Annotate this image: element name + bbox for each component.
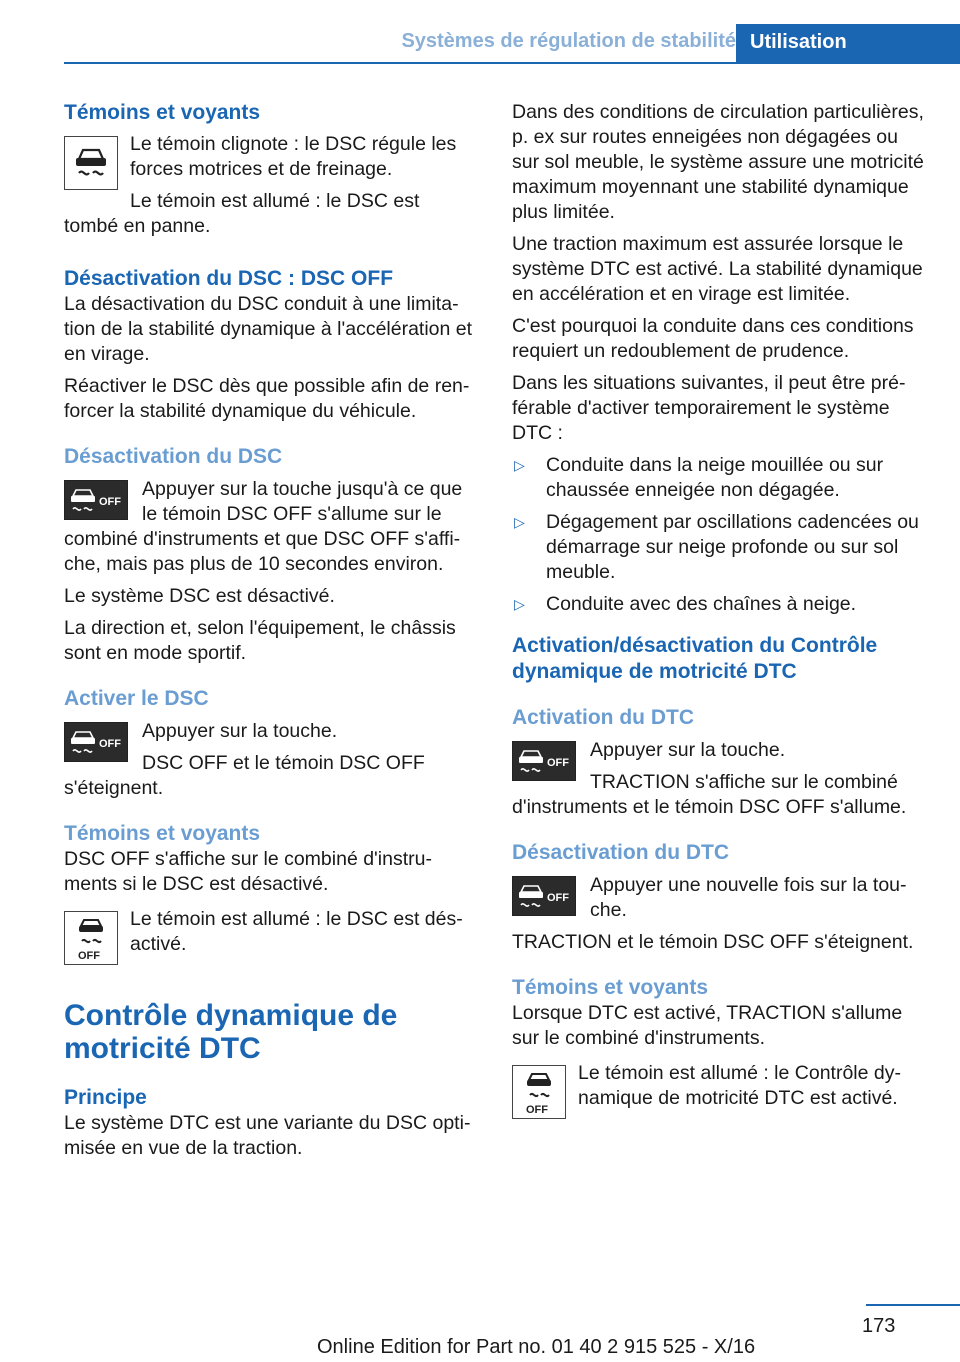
page-number: 173 xyxy=(862,1315,896,1337)
footer-rule xyxy=(866,1304,960,1306)
heading: Activation du DTC xyxy=(512,706,694,729)
paragraph: Appuyer une nouvelle fois sur la touche. xyxy=(590,874,907,921)
heading: Désactivation du DTC xyxy=(512,841,730,864)
right-column xyxy=(512,100,930,1143)
paragraph: DSC OFF et le témoin DSC OFF s'éteignent. xyxy=(64,752,425,799)
paragraph: TRACTION et le témoin DSC OFF s'éteignent. xyxy=(512,931,914,953)
dsc-warning-icon xyxy=(64,136,118,190)
paragraph: Appuyer sur la touche. xyxy=(142,720,338,742)
section-title: Systèmes de régulation de stabilité xyxy=(401,30,736,52)
svg-text:OFF: OFF xyxy=(526,1104,548,1116)
list-item: ▷ Conduite dans la neige mouillée ou sur chaussée enneigée non dégagée. xyxy=(514,454,884,501)
section-deactivate-dsc xyxy=(64,444,478,666)
list-item: ▷ Dégagement par oscillations cadencées ou démarrage sur neige profonde ou sur sol meuble. xyxy=(514,511,919,583)
section-dtc-toggle xyxy=(512,633,930,685)
chapter-heading: Contrôle dynamique de motricité DTC xyxy=(64,999,398,1065)
section-principle xyxy=(64,1085,478,1161)
triangle-bullet-icon: ▷ xyxy=(514,596,525,612)
paragraph: La désactivation du DSC conduit à une limitation de la stabilité dynamique à l'accélération et en virage. xyxy=(64,293,473,365)
paragraph: C'est pourquoi la conduite dans ces conditions requiert un redoublement de prudence. xyxy=(512,315,914,362)
bullet-list xyxy=(512,453,930,617)
paragraph: Une traction maximum est assurée lorsque le système DTC est activé. La stabilité dynamique en accélération et en virage est limitée. xyxy=(512,233,923,305)
dsc-off-indicator-icon xyxy=(64,911,118,965)
paragraph: Le témoin est allumé : le DSC est désactivé. xyxy=(130,908,463,955)
heading: Principe xyxy=(64,1086,147,1109)
header-rule xyxy=(64,62,960,64)
running-header xyxy=(64,24,960,64)
chapter-tab: Utilisation xyxy=(736,24,960,64)
edition-note: Online Edition for Part no. 01 40 2 915 525 - X/16 xyxy=(317,1336,756,1358)
dsc-off-button-icon xyxy=(64,480,128,520)
paragraph: Le témoin clignote : le DSC régule les forces motrices et de freinage. xyxy=(130,133,457,180)
section-dtc xyxy=(64,999,478,1065)
list-item: ▷ Conduite avec des chaînes à neige. xyxy=(514,593,857,615)
paragraph: La direction et, selon l'équipement, le châssis sont en mode sportif. xyxy=(64,617,456,664)
paragraph: Le système DTC est une variante du DSC optimisée en vue de la traction. xyxy=(64,1112,471,1159)
paragraph: Appuyer sur la touche jusqu'à ce que le témoin DSC OFF s'allume sur le combiné d'instruments et que DSC OFF s'affiche, mais pas plus de 10 secondes environ. xyxy=(64,478,463,575)
paragraph: Appuyer sur la touche. xyxy=(590,739,786,761)
section-activate-dsc xyxy=(64,686,478,801)
heading: Activation/désactivation du Contrôle dynamique de motricité DTC xyxy=(512,634,878,683)
triangle-bullet-icon: ▷ xyxy=(514,514,525,530)
heading: Témoins et voyants xyxy=(64,822,261,845)
section-indicators-1 xyxy=(64,100,478,246)
triangle-bullet-icon: ▷ xyxy=(514,457,525,473)
paragraph: Réactiver le DSC dès que possible afin de renforcer la stabilité dynamique du véhicule. xyxy=(64,375,470,422)
heading: Témoins et voyants xyxy=(512,976,709,999)
paragraph: TRACTION s'affiche sur le combiné d'instruments et le témoin DSC OFF s'allume. xyxy=(512,771,907,818)
left-column xyxy=(64,100,478,1168)
section-activate-dtc xyxy=(512,705,930,820)
paragraph: Dans des conditions de circulation particulières, p. ex sur routes enneigées non dégagées ou sur sol meuble, le système assure une motricité maximum moyennant une stabilité dynamique plus limitée. xyxy=(512,101,924,223)
svg-text:OFF: OFF xyxy=(547,757,569,769)
dsc-off-indicator-icon xyxy=(512,1065,566,1119)
section-deactivate-dtc xyxy=(512,840,930,955)
heading: Activer le DSC xyxy=(64,687,209,710)
section-indicators-2 xyxy=(64,821,478,969)
svg-text:OFF: OFF xyxy=(99,496,121,508)
section-dsc-off xyxy=(64,266,478,424)
paragraph: DSC OFF s'affiche sur le combiné d'instruments si le DSC est désactivé. xyxy=(64,848,432,895)
svg-text:OFF: OFF xyxy=(547,892,569,904)
paragraph: Le système DSC est désactivé. xyxy=(64,585,335,607)
heading: Désactivation du DSC : DSC OFF xyxy=(64,267,394,290)
section-indicators-3 xyxy=(512,975,930,1123)
svg-text:OFF: OFF xyxy=(78,950,100,962)
paragraph: Le témoin est allumé : le DSC est tombé en panne. xyxy=(64,190,420,237)
heading: Témoins et voyants xyxy=(64,101,261,124)
svg-text:OFF: OFF xyxy=(99,738,121,750)
heading: Désactivation du DSC xyxy=(64,445,283,468)
paragraph: Dans les situations suivantes, il peut être préférable d'activer temporairement le système DTC : xyxy=(512,372,906,444)
paragraph: Le témoin est allumé : le Contrôle dynamique de motricité DTC est activé. xyxy=(578,1062,901,1109)
paragraph: Lorsque DTC est activé, TRACTION s'allume sur le combiné d'instruments. xyxy=(512,1002,903,1049)
dsc-off-button-icon xyxy=(64,722,128,762)
dsc-off-button-icon xyxy=(512,876,576,916)
dsc-off-button-icon xyxy=(512,741,576,781)
